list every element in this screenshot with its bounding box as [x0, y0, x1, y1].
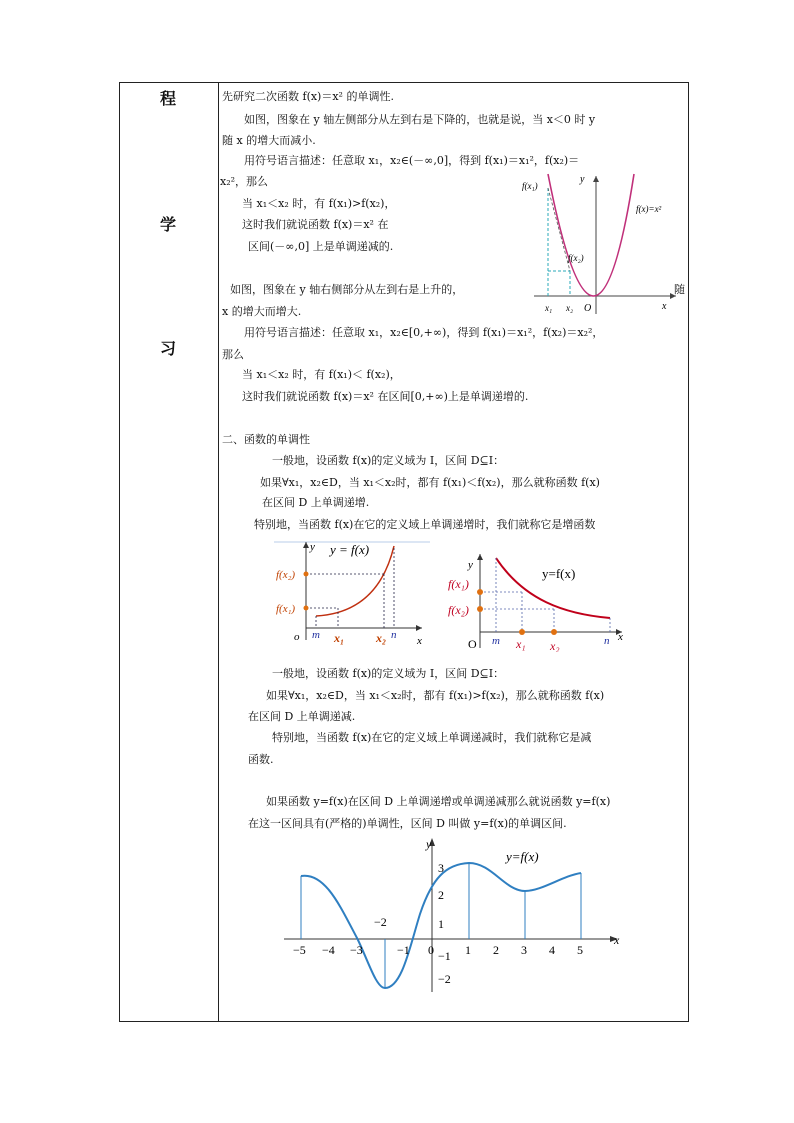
n-label: n [391, 629, 397, 641]
fx2-label: f(x₂) [448, 603, 469, 617]
x-axis-arrow [670, 293, 676, 299]
paragraph: 如果∀x₁，x₂∈D，当 x₁＜x₂时，都有 f(x₁)＜f(x₂)，那么就称函数 f(x) [260, 476, 600, 489]
paragraph: 这时我们就说函数 f(x)＝x² 在区间[0,+∞)上是单调递增的. [242, 390, 529, 403]
curve-label: f(x)=x² [636, 204, 662, 214]
minimum-label: −2 [374, 915, 387, 929]
secant-line [548, 188, 570, 271]
y-tick-label: 2 [438, 888, 444, 902]
paragraph: 函数. [248, 753, 274, 766]
x-tick-label: −5 [293, 943, 306, 957]
x1-label: x₁ [545, 303, 553, 313]
paragraph: 用符号语言描述：任意取 x₁，x₂∈(－∞,0]，得到 f(x₁)＝x₁²，f(x₂)＝ [244, 154, 580, 167]
x-tick-label: 0 [428, 943, 434, 957]
x-axis-label: x [662, 301, 667, 312]
y-tick-label: 1 [438, 917, 444, 931]
x-axis-label: x [618, 631, 623, 643]
fx2-label: f(x₂) [568, 253, 584, 263]
y-axis-label: y [468, 559, 473, 571]
fx1-dot [477, 589, 483, 595]
x2-label: x₂ [376, 631, 387, 645]
x-tick-label: −4 [322, 943, 335, 957]
fx1-label: f(x₁) [276, 603, 296, 615]
paragraph: 特别地，当函数 f(x)在它的定义域上单调递减时，我们就称它是减 [272, 731, 592, 744]
paragraph: 先研究二次函数 f(x)＝x² 的单调性. [222, 90, 394, 103]
paragraph: 随 x 的增大而减小. [222, 134, 316, 147]
x2-label: x₂ [550, 639, 560, 652]
y-axis-label: y [310, 541, 315, 553]
paragraph: x 的增大而增大. [222, 305, 302, 318]
m-label: m [492, 635, 500, 647]
x-tick-label: −3 [350, 943, 363, 957]
x-axis-label: x [417, 635, 422, 647]
x2-label: x₂ [566, 303, 574, 313]
x-tick-label: 3 [521, 943, 527, 957]
origin-label: o [294, 631, 300, 643]
y-tick-label: −1 [438, 949, 451, 963]
x-tick-label: −1 [397, 943, 410, 957]
x1-label: x₁ [334, 631, 345, 645]
paragraph: x₂²，那么 [220, 175, 269, 188]
y-axis-label: y [426, 837, 432, 851]
fx1-label: f(x₁) [448, 577, 469, 591]
x1-label: x₁ [516, 637, 526, 651]
side-label-xue: 学 [160, 215, 177, 234]
table-divider [218, 82, 219, 1022]
fx1-label: f(x₁) [522, 181, 538, 191]
y-axis-label: y [580, 174, 585, 185]
side-label-xi: 习 [160, 339, 177, 358]
figure-title: y=f(x) [506, 849, 539, 864]
paragraph: 当 x₁＜x₂ 时，有 f(x₁)>f(x₂)， [242, 197, 396, 210]
paragraph: 如果函数 y=f(x)在区间 D 上单调递增或单调递减那么就说函数 y=f(x) [266, 795, 611, 808]
paragraph: 在这一区间具有(严格的)单调性，区间 D 叫做 y=f(x)的单调区间. [248, 817, 567, 830]
paragraph: 当 x₁＜x₂ 时，有 f(x₁)＜ f(x₂)， [242, 368, 401, 381]
paragraph: 区间(－∞,0] 上是单调递减的. [248, 240, 394, 253]
x-tick-label: 1 [465, 943, 471, 957]
y-axis-arrow [593, 176, 599, 182]
x-tick-label: 5 [577, 943, 583, 957]
paragraph: 用符号语言描述：任意取 x₁，x₂∈[0,+∞)，得到 f(x₁)＝x₁²，f(x₂)＝x₂²， [244, 326, 604, 339]
figure-title: y = f(x) [330, 542, 370, 557]
x-tick-label: 4 [549, 943, 555, 957]
fx1-dot [304, 606, 309, 611]
paragraph: 一般地，设函数 f(x)的定义域为 I，区间 D⊆I： [272, 667, 505, 680]
parabola-figure [520, 168, 684, 318]
paragraph: 特别地，当函数 f(x)在它的定义域上单调递增时，我们就称它是增函数 [254, 518, 596, 531]
x-axis-label: x [614, 933, 620, 947]
y-tick-label: 3 [438, 861, 444, 875]
y-axis-arrow [303, 542, 309, 548]
fx2-dot [304, 572, 309, 577]
paragraph: 这时我们就说函数 f(x)＝x² 在 [242, 218, 389, 231]
x-tick-label: 2 [493, 943, 499, 957]
y-axis-arrow [477, 554, 483, 560]
paragraph: 随 [674, 283, 685, 296]
x-axis-arrow [416, 625, 422, 631]
paragraph: 如图，图象在 y 轴左侧部分从左到右是下降的，也就是说，当 x＜0 时 y [244, 113, 596, 126]
fx2-label: f(x₂) [276, 569, 296, 581]
parabola-curve [548, 174, 634, 296]
section-heading: 二、函数的单调性 [222, 433, 310, 446]
side-label-cheng: 程 [160, 89, 177, 108]
paragraph: 在区间 D 上单调递减. [248, 710, 356, 723]
origin-label: O [584, 303, 592, 314]
paragraph: 如果∀x₁，x₂∈D，当 x₁＜x₂时，都有 f(x₁)>f(x₂)，那么就称函数 f(x) [266, 689, 605, 702]
paragraph: 一般地，设函数 f(x)的定义域为 I，区间 D⊆I： [272, 454, 505, 467]
n-label: n [604, 635, 610, 647]
x1-dot [519, 629, 525, 635]
figure-title: y=f(x) [542, 566, 576, 581]
decreasing-figure [444, 548, 630, 652]
m-label: m [312, 629, 320, 641]
paragraph: 那么 [222, 348, 244, 361]
y-tick-label: −2 [438, 972, 451, 986]
x2-dot [551, 629, 557, 635]
paragraph: 在区间 D 上单调递增. [262, 496, 370, 509]
increasing-figure [272, 536, 432, 648]
paragraph: 如图，图象在 y 轴右侧部分从左到右是上升的， [230, 283, 464, 296]
general-function-figure [280, 836, 630, 994]
fx2-dot [477, 606, 483, 612]
origin-label: O [468, 637, 477, 651]
